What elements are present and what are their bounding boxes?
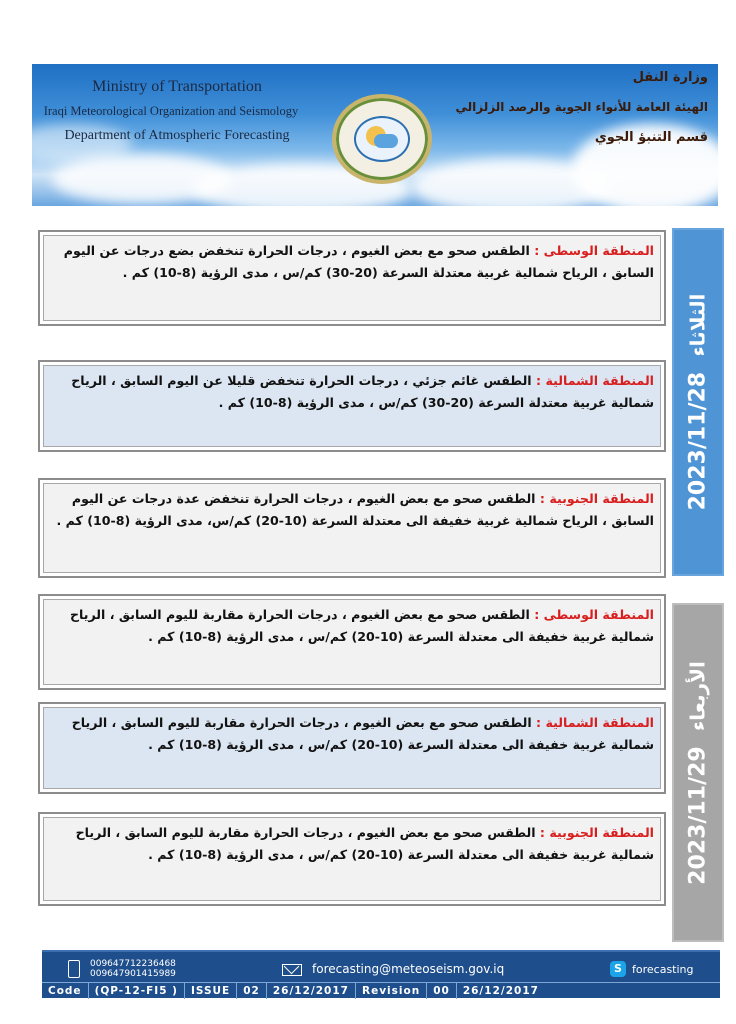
region-label: المنطقة الوسطى [543, 243, 654, 258]
day-name-label: الثلاثاء [685, 293, 710, 357]
region-colon: : [536, 373, 542, 388]
forecast-box-day2-central [38, 594, 666, 690]
forecast-text: الطقس صحو مع بعض الغيوم ، درجات الحرارة تنخفض بضع درجات عن اليوم السابق ، الرياح شمالية غربية معتدلة السرعة (20-30) كم/س ، مدى الرؤية (8-10) كم . [63, 243, 654, 280]
phone-number: 009647712236468 [90, 959, 176, 969]
revision-date: 26/12/2017 [462, 985, 539, 997]
region-colon: : [539, 491, 545, 506]
region-colon: : [539, 825, 545, 840]
revision-label: Revision [356, 983, 427, 999]
header-banner [32, 64, 718, 206]
forecast-box-day1-south [38, 478, 666, 578]
ministry-title-en: Ministry of Transportation [92, 78, 262, 95]
day-label-tuesday [672, 228, 724, 576]
ministry-title-ar: وزارة النقل [632, 70, 708, 85]
date-label: 2023/11/29 [685, 745, 711, 885]
day-name-label: الأربعاء [685, 660, 710, 731]
region-label: المنطقة الجنوبية [549, 825, 654, 840]
issue-date: 26/12/2017 [267, 983, 356, 999]
region-label: المنطقة الجنوبية [549, 491, 654, 506]
phone-number: 009647901415989 [90, 969, 176, 979]
skype-icon: S [610, 961, 626, 977]
forecast-text: الطقس صحو مع بعض الغيوم ، درجات الحرارة تنخفض عدة درجات عن اليوم السابق ، الرياح شمالية غربية خفيفة الى معتدلة السرعة (10-20) كم/س، مدى الرؤية (8-10) كم . [56, 491, 654, 528]
date-label: 2023/11/28 [685, 371, 711, 511]
issue-label: ISSUE [185, 983, 237, 999]
code-value: (QP-12-FI5 ) [89, 983, 185, 999]
code-label: Code [42, 983, 89, 999]
organization-title-ar: الهيئة العامة للأنواء الجوية والرصد الزلزالي [455, 100, 708, 114]
department-title-en: Department of Atmospheric Forecasting [64, 128, 290, 143]
department-title-ar: قسم التنبؤ الجوي [594, 130, 708, 145]
region-label: المنطقة الوسطى [543, 607, 654, 622]
revision-value: 00 [427, 983, 457, 999]
region-colon: : [534, 607, 540, 622]
forecast-box-day1-central [38, 230, 666, 326]
weather-icon [354, 116, 410, 162]
organization-title-en: Iraqi Meteorological Organization and Seismology [43, 104, 299, 118]
region-colon: : [534, 243, 540, 258]
forecast-text: الطقس صحو مع بعض الغيوم ، درجات الحرارة مقاربة لليوم السابق ، الرياح شمالية غربية خفيفة الى معتدلة السرعة (10-20) كم/س ، مدى الرؤية (8-10) كم . [71, 715, 654, 752]
skype-handle[interactable]: forecasting [632, 963, 694, 976]
forecast-box-day1-north [38, 360, 666, 452]
issue-value: 02 [237, 983, 267, 999]
mail-icon [282, 964, 302, 976]
forecast-text: الطقس صحو مع بعض الغيوم ، درجات الحرارة مقاربة لليوم السابق ، الرياح شمالية غربية خفيفة الى معتدلة السرعة (10-20) كم/س ، مدى الرؤية (8-10) كم . [69, 607, 654, 644]
region-label: المنطقة الشمالية [545, 715, 654, 730]
footer-bar [42, 950, 720, 998]
document-code-row [42, 982, 720, 999]
forecast-box-day2-north [38, 702, 666, 794]
region-colon: : [536, 715, 542, 730]
email-link[interactable]: forecasting@meteoseism.gov.iq [312, 962, 505, 976]
forecast-text: الطقس صحو مع بعض الغيوم ، درجات الحرارة مقاربة لليوم السابق ، الرياح شمالية غربية خفيفة الى معتدلة السرعة (10-20) كم/س ، مدى الرؤية (8-10) كم . [75, 825, 654, 862]
day-label-wednesday [672, 603, 724, 942]
forecast-box-day2-south [38, 812, 666, 906]
forecast-text: الطقس غائم جزئي ، درجات الحرارة تنخفض قليلا عن اليوم السابق ، الرياح شمالية غربية معتدلة السرعة (20-30) كم/س ، مدى الرؤية (8-10) كم . [71, 373, 654, 410]
organization-logo [332, 94, 432, 184]
phone-icon [68, 960, 80, 978]
region-label: المنطقة الشمالية [545, 373, 654, 388]
